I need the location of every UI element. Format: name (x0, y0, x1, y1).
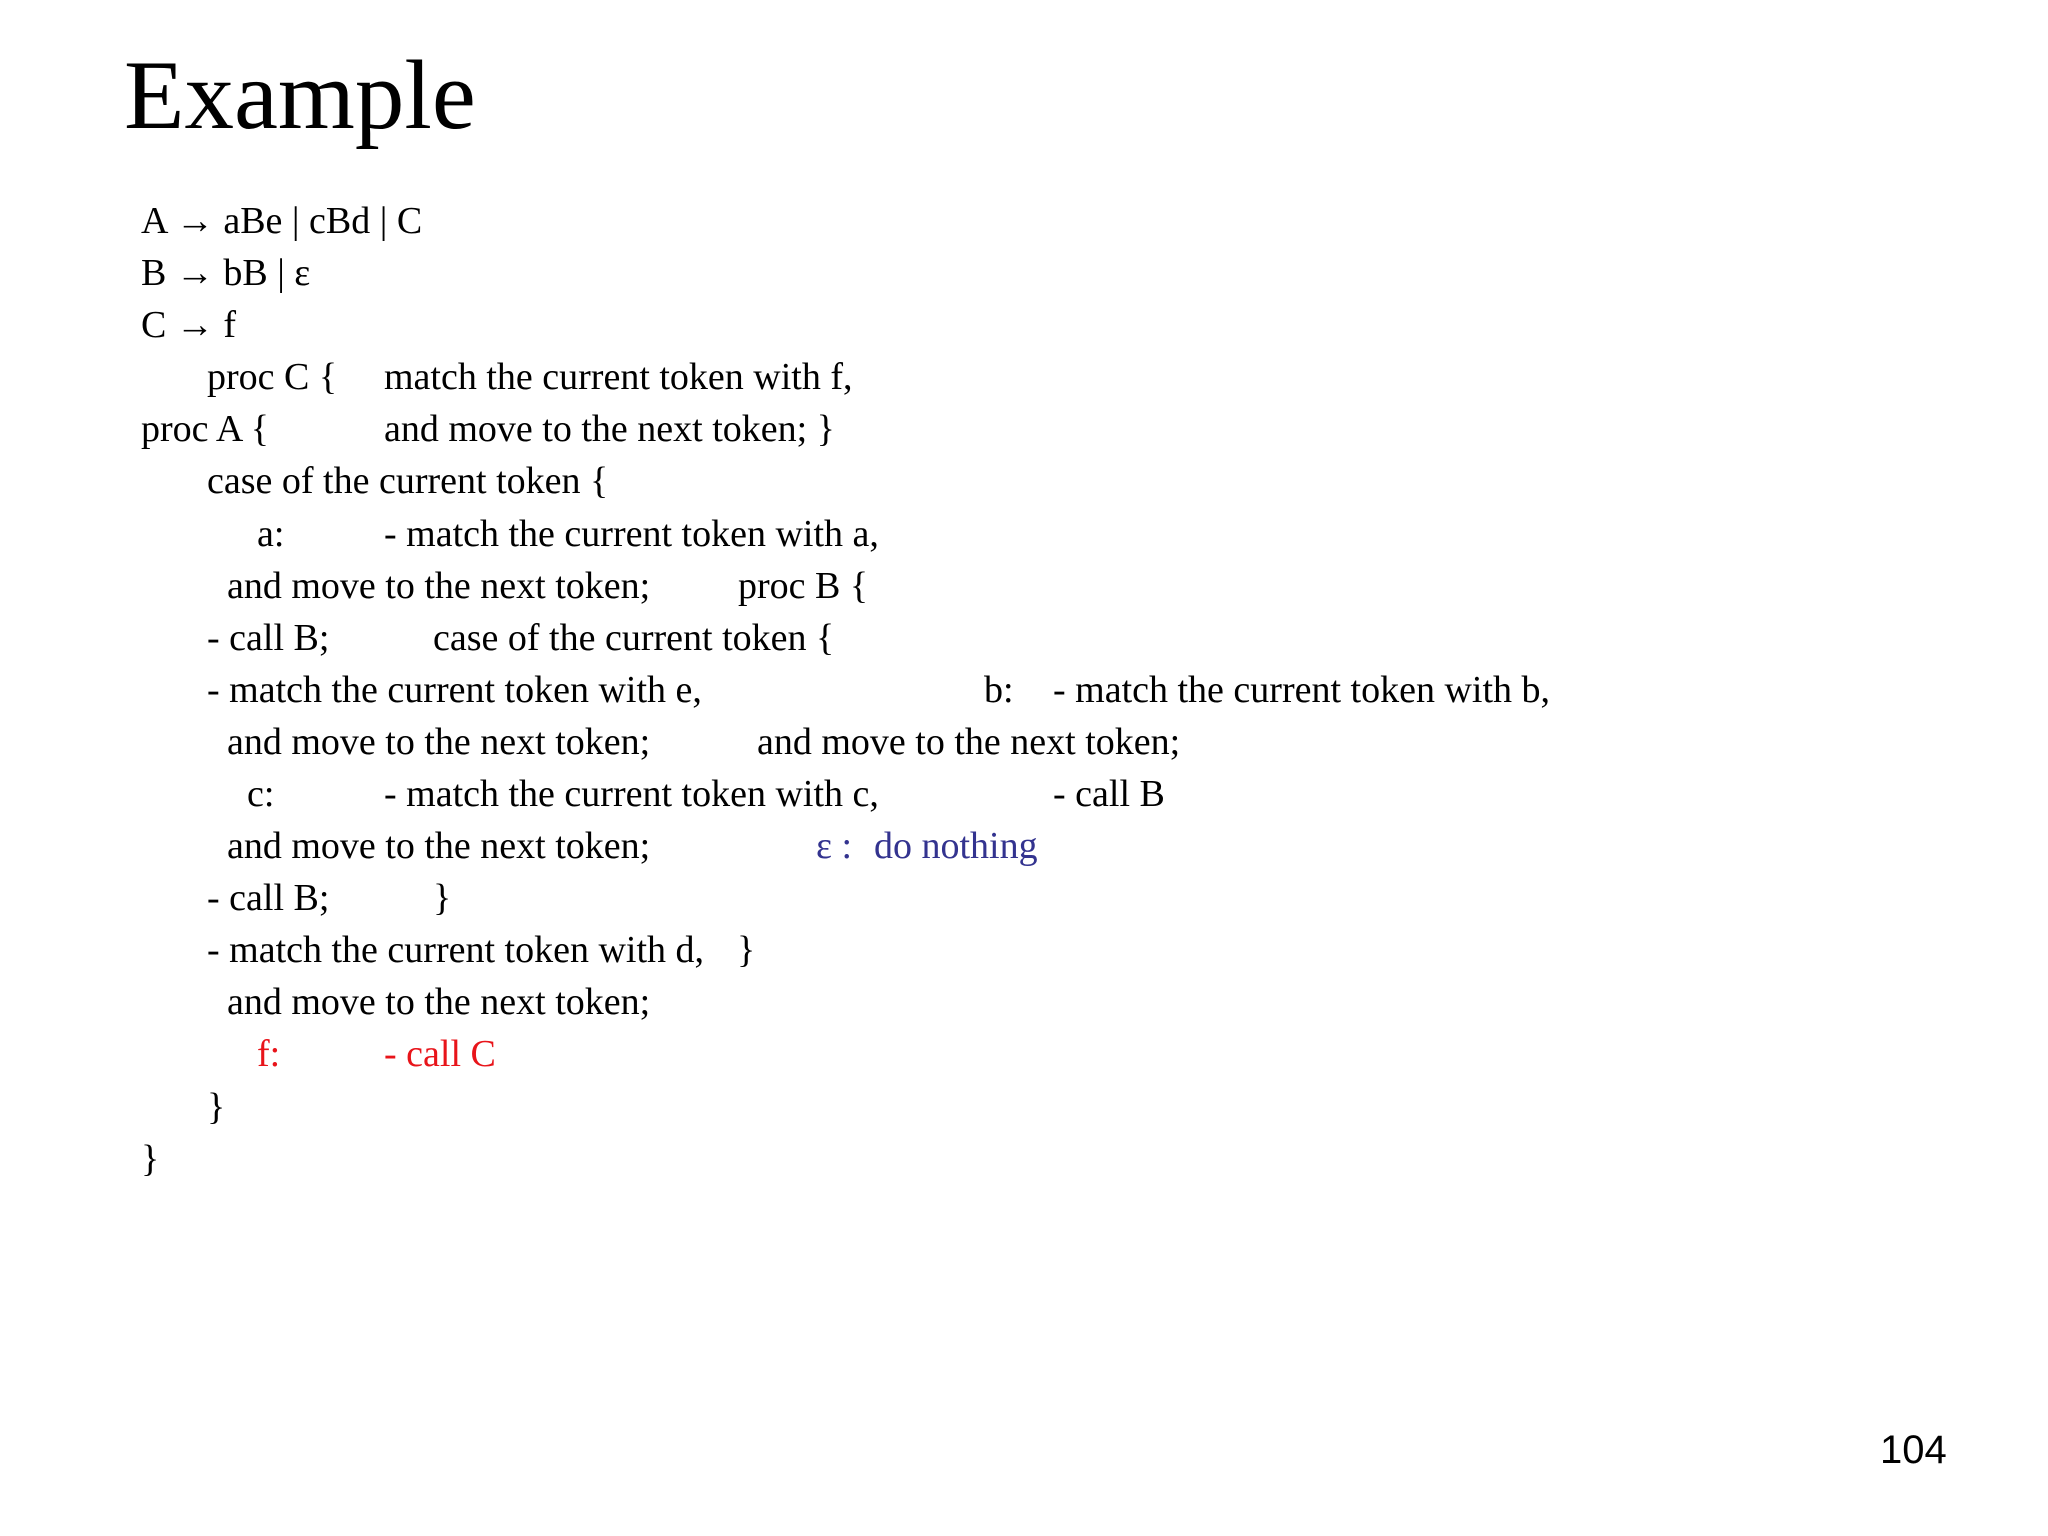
proc-b-header: proc B { (738, 565, 869, 607)
proc-a-case-c-line-3: - call B; (207, 877, 330, 919)
proc-a-case-a-line-2: and move to the next token; (227, 565, 651, 607)
grammar-rule-b: B → bB | ε (141, 252, 311, 294)
proc-a-case-c-label: c: (247, 773, 275, 815)
proc-b-case-close: } (433, 877, 452, 919)
proc-a-case-close: } (207, 1086, 226, 1128)
proc-a-case-c-line-4: - match the current token with d, (207, 929, 705, 971)
proc-a-case-a-line-4: - match the current token with e, (207, 669, 702, 711)
proc-a-case-header: case of the current token { (207, 460, 609, 502)
grammar-rule-c: C → f (141, 304, 236, 346)
proc-b-case-b-label: b: (984, 669, 1014, 711)
proc-b-case-epsilon-label: ε : (816, 825, 853, 867)
proc-c-body-1: match the current token with f, (384, 356, 853, 398)
slide-title: Example (124, 41, 476, 150)
proc-a-case-c-line-1: - match the current token with c, (384, 773, 879, 815)
proc-a-case-a-line-1: - match the current token with a, (384, 513, 879, 555)
proc-c-body-2: and move to the next token; } (384, 408, 835, 450)
proc-b-case-b-line-2: and move to the next token; (757, 721, 1181, 763)
grammar-rule-a: A → aBe | cBd | C (141, 200, 423, 242)
proc-a-case-f-line-1: - call C (384, 1033, 496, 1075)
proc-b-close: } (737, 929, 756, 971)
proc-a-case-a-line-5: and move to the next token; (227, 721, 651, 763)
proc-a-header: proc A { (141, 408, 270, 450)
proc-a-case-a-label: a: (257, 513, 285, 555)
proc-a-close: } (141, 1138, 160, 1180)
proc-a-case-c-line-5: and move to the next token; (227, 981, 651, 1023)
proc-a-case-c-line-2: and move to the next token; (227, 825, 651, 867)
proc-a-case-f-label: f: (257, 1033, 281, 1075)
proc-b-case-header: case of the current token { (433, 617, 835, 659)
proc-c-header: proc C { (207, 356, 338, 398)
proc-b-case-b-line-3: - call B (1053, 773, 1165, 815)
proc-a-case-a-line-3: - call B; (207, 617, 330, 659)
page-number: 104 (1880, 1428, 1947, 1472)
proc-b-case-b-line-1: - match the current token with b, (1053, 669, 1551, 711)
proc-b-case-epsilon-line-1: do nothing (874, 825, 1038, 867)
